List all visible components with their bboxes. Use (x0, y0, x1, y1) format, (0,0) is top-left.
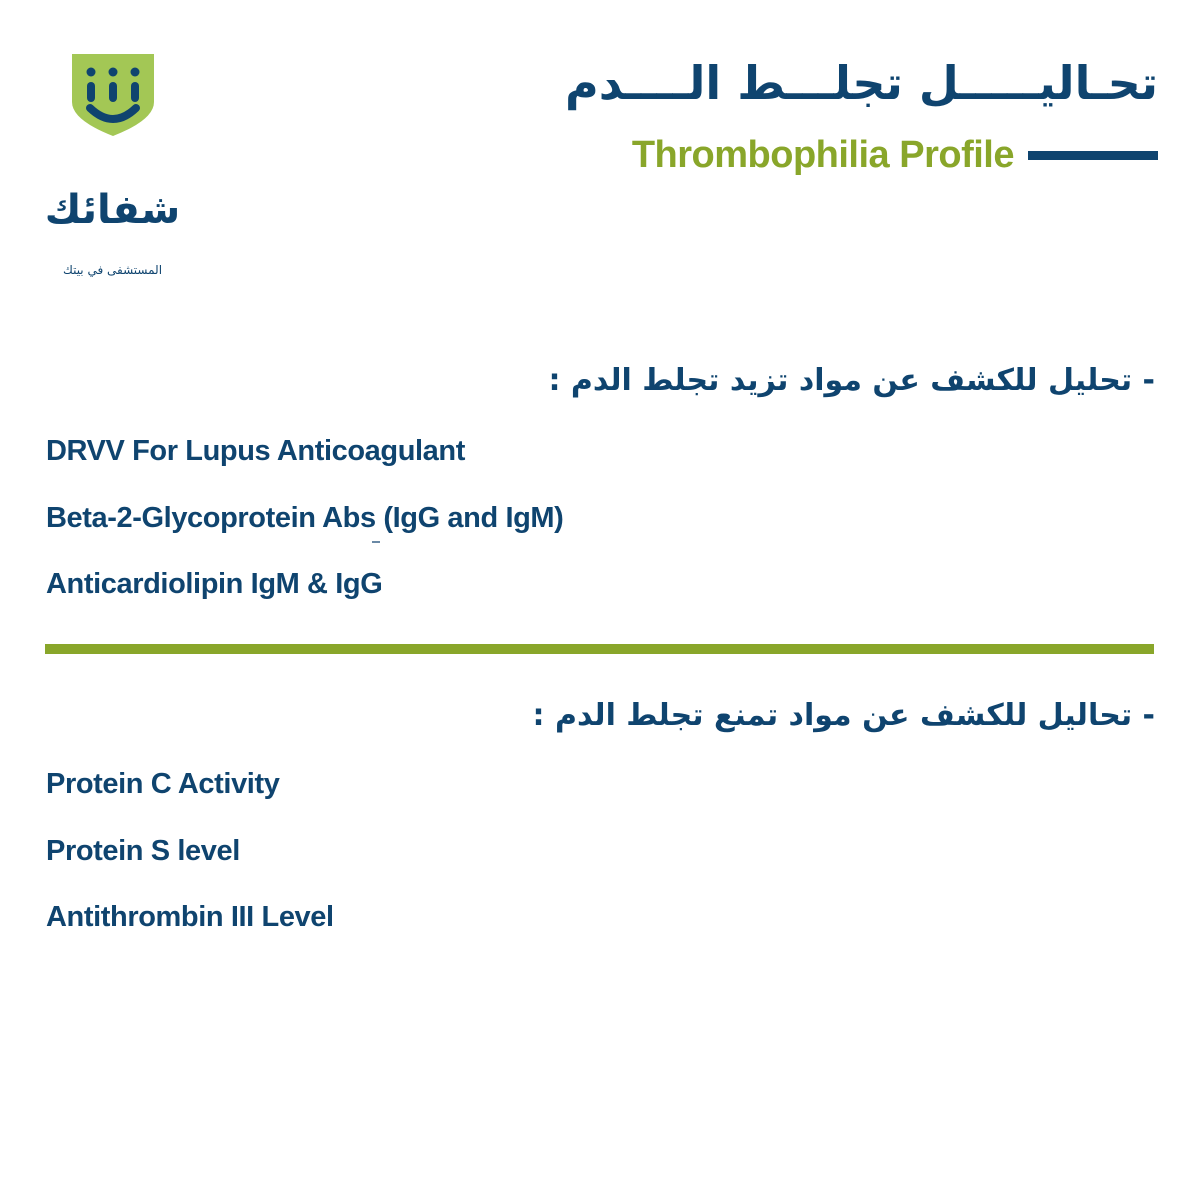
page-title-row (632, 136, 1158, 174)
brand-name: شفائك (44, 187, 181, 233)
test-item: Beta-2-Glycoprotein Abs (IgG and IgM) (46, 502, 564, 534)
section-heading-prevent-clotting: - تحاليل للكشف عن مواد تمنع تجلط الدم : (532, 698, 1155, 733)
test-item: Protein S level (46, 835, 240, 867)
section-divider (45, 644, 1154, 654)
page-title-arabic: تحـاليـــــل تجلـــط الــــدم (564, 56, 1158, 110)
test-item: Protein C Activity (46, 768, 280, 800)
test-item: Anticardiolipin IgM & IgG (46, 568, 383, 600)
test-item: Antithrombin III Level (46, 901, 334, 933)
page-title-english: Thrombophilia Profile (631, 134, 1014, 176)
stray-mark (372, 541, 380, 543)
test-item: DRVV For Lupus Anticoagulant (46, 435, 465, 467)
title-accent-bar (1028, 151, 1158, 160)
brand-tagline: المستشفى في بيتك (62, 263, 163, 277)
section-heading-increase-clotting: - تحليل للكشف عن مواد تزيد تجلط الدم : (548, 363, 1155, 398)
smiley-shield-icon (70, 52, 156, 138)
